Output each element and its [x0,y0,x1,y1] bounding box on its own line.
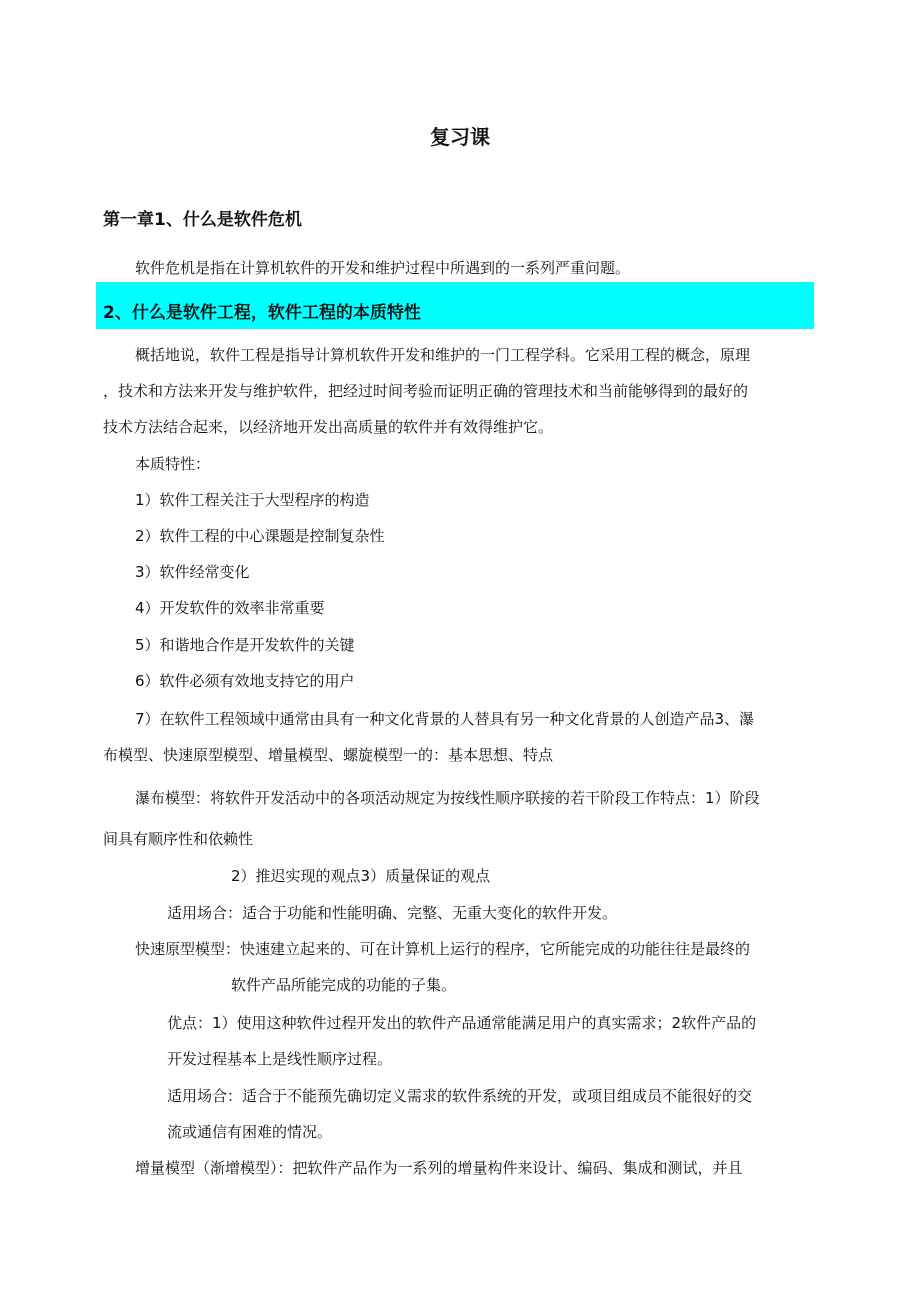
rapid-prototype-applicable: 适用场合：适合于不能预先确切定义需求的软件系统的开发，或项目组成员不能很好的交 [167,1087,753,1105]
waterfall-features: 2）推迟实现的观点3）质量保证的观点 [231,867,491,885]
waterfall-line: 间具有顺序性和依赖性 [103,830,254,848]
incremental-line: 增量模型（渐增模型）：把软件产品作为一系列的增量构件来设计、编码、集成和测试，并且 [135,1159,743,1177]
essence-label: 本质特性： [135,455,211,473]
rapid-prototype-advantages: 开发过程基本上是线性顺序过程。 [167,1050,393,1068]
section2-paragraph-line: 概括地说，软件工程是指导计算机软件开发和维护的一门工程学科。它采用工程的概念，原理 [135,346,751,364]
chapter1-text: 软件危机是指在计算机软件的开发和维护过程中所遇到的一系列严重问题。 [135,259,631,277]
rapid-prototype-line: 软件产品所能完成的功能的子集。 [231,976,457,994]
essence-item: 5）和谐地合作是开发软件的关键 [135,636,355,654]
essence-item: 4）开发软件的效率非常重要 [135,599,325,617]
section2-heading: 2、什么是软件工程，软件工程的本质特性 [103,303,421,323]
essence-item: 6）软件必须有效地支持它的用户 [135,672,355,690]
rapid-prototype-line: 快速原型模型：快速建立起来的、可在计算机上运行的程序，它所能完成的功能往往是最终的 [135,940,751,958]
chapter1-heading: 第一章1、什么是软件危机 [103,210,302,230]
page-title: 复习课 [430,125,490,149]
section2-paragraph-line: ，技术和方法来开发与维护软件，把经过时间考验而证明正确的管理技术和当前能够得到的最好的 [103,382,749,400]
rapid-prototype-applicable: 流或通信有困难的情况。 [167,1123,333,1141]
essence-item-7-line: 布模型、快速原型模型、增量模型、螺旋模型一的：基本思想、特点 [103,746,554,764]
essence-item: 2）软件工程的中心课题是控制复杂性 [135,527,385,545]
waterfall-applicable: 适用场合：适合于功能和性能明确、完整、无重大变化的软件开发。 [167,904,618,922]
waterfall-line: 瀑布模型：将软件开发活动中的各项活动规定为按线性顺序联接的若干阶段工作特点：1）阶段 [135,789,760,807]
section2-paragraph-line: 技术方法结合起来，以经济地开发出高质量的软件并有效得维护它。 [103,418,554,436]
rapid-prototype-advantages: 优点：1）使用这种软件过程开发出的软件产品通常能满足用户的真实需求；2软件产品的 [167,1014,757,1032]
essence-item-7-line: 7）在软件工程领域中通常由具有一种文化背景的人替具有另一种文化背景的人创造产品3、瀑 [135,710,755,728]
essence-item: 1）软件工程关注于大型程序的构造 [135,491,370,509]
essence-item: 3）软件经常变化 [135,563,250,581]
